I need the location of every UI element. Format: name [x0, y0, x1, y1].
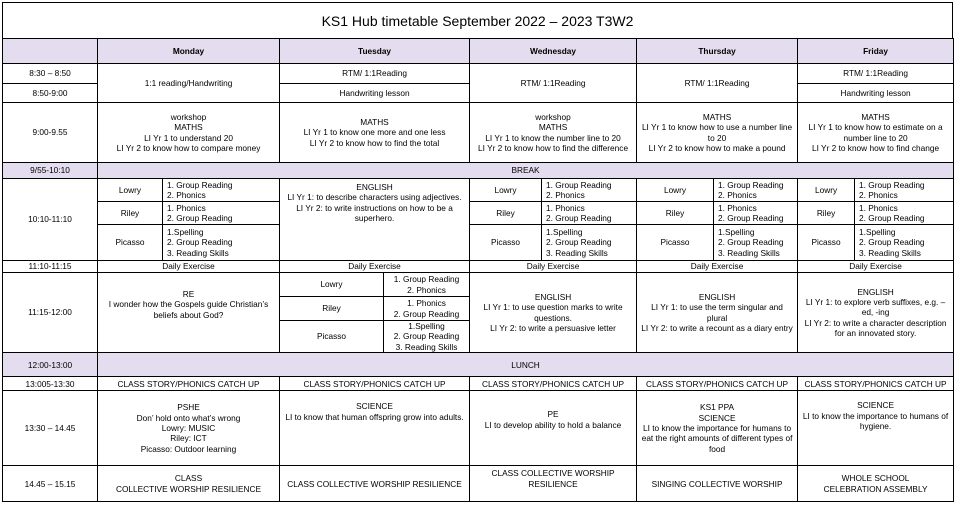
group-name-lowry: Lowry: [280, 273, 384, 297]
time-slot: 11:15-12:00: [3, 273, 98, 353]
lunch-bar: LUNCH: [98, 353, 954, 377]
header-row: [3, 39, 954, 64]
thursday-rtm: RTM/ 1:1Reading: [637, 64, 798, 103]
monday-catch-up: CLASS STORY/PHONICS CATCH UP: [98, 377, 280, 391]
thursday-catch-up: CLASS STORY/PHONICS CATCH UP: [637, 377, 798, 391]
friday-science: SCIENCE LI to know the importance to humans of hygiene.: [798, 391, 954, 466]
group-name-picasso: Picasso: [798, 225, 855, 261]
monday-maths: workshop MATHS LI Yr 1 to understand 20 LI Yr 2 to know how to compare money: [98, 103, 280, 163]
thursday-maths: MATHS LI Yr 1 to know how to use a number line to 20 LI Yr 2 to know how to make a pound: [637, 103, 798, 163]
day-header-friday: Friday: [798, 39, 954, 64]
group-list-lowry: 1. Group Reading 2. Phonics: [163, 179, 280, 202]
tuesday-english: ENGLISH LI Yr 1: to describe characters using adjectives. LI Yr 2: to write instructions on how to be a superhero.: [280, 179, 470, 261]
wednesday-rtm: RTM/ 1:1Reading: [470, 64, 637, 103]
tuesday-catch-up: CLASS STORY/PHONICS CATCH UP: [280, 377, 470, 391]
group-name-picasso: Picasso: [98, 225, 163, 261]
wednesday-catch-up: CLASS STORY/PHONICS CATCH UP: [470, 377, 637, 391]
group-name-riley: Riley: [637, 202, 714, 225]
time-slot: 14.45 – 15.15: [3, 466, 98, 502]
thursday-english: ENGLISH LI Yr 1: to use the term singular and plural LI Yr 2: to write a recount as a diary entry: [637, 273, 798, 353]
break-bar: BREAK: [98, 163, 954, 179]
table-row: [3, 64, 954, 84]
table-row: [3, 225, 954, 261]
monday-pshe: PSHE Don’ hold onto what’s wrong Lowry: MUSIC Riley: ICT Picasso: Outdoor learning: [98, 391, 280, 466]
wednesday-english: ENGLISH LI Yr 1: to use question marks to write questions. LI Yr 2: to write a persuasive letter: [470, 273, 637, 353]
page-title: KS1 Hub timetable September 2022 – 2023 T3W2: [2, 2, 953, 38]
table-row: [3, 202, 954, 225]
friday-worship: WHOLE SCHOOL CELEBRATION ASSEMBLY: [798, 466, 954, 502]
group-list-picasso: 1.Spelling 2. Group Reading 3. Reading Skills: [384, 321, 470, 353]
time-slot: 13:30 – 14.45: [3, 391, 98, 466]
group-list-riley: 1. Phonics 2. Group Reading: [163, 202, 280, 225]
table-row: [3, 103, 954, 163]
time-slot: 8:50-9:00: [3, 84, 98, 103]
group-list-riley: 1. Phonics 2. Group Reading: [714, 202, 798, 225]
group-list-riley: 1. Phonics 2. Group Reading: [855, 202, 954, 225]
timetable: [2, 38, 954, 502]
monday-worship: CLASS COLLECTIVE WORSHIP RESILIENCE: [98, 466, 280, 502]
group-name-riley: Riley: [280, 297, 384, 321]
table-row: [3, 163, 954, 179]
table-row: [3, 391, 954, 466]
table-row: [3, 377, 954, 391]
day-header-wednesday: Wednesday: [470, 39, 637, 64]
table-row: [3, 179, 954, 202]
thursday-worship: SINGING COLLECTIVE WORSHIP: [637, 466, 798, 502]
friday-exercise: Daily Exercise: [798, 261, 954, 273]
time-slot: 12:00-13:00: [3, 353, 98, 377]
time-slot: 9:00-9.55: [3, 103, 98, 163]
group-list-picasso: 1.Spelling 2. Group Reading 3. Reading Skills: [542, 225, 637, 261]
friday-maths: MATHS LI Yr 1 to know how to estimate on a number line to 20 LI Yr 2 to know how to find change: [798, 103, 954, 163]
day-header-monday: Monday: [98, 39, 280, 64]
group-name-picasso: Picasso: [637, 225, 714, 261]
group-name-riley: Riley: [798, 202, 855, 225]
time-slot: 9/55-10:10: [3, 163, 98, 179]
group-name-picasso: Picasso: [470, 225, 542, 261]
tuesday-handwriting: Handwriting lesson: [280, 84, 470, 103]
monday-early: 1:1 reading/Handwriting: [98, 64, 280, 103]
header-corner: [3, 39, 98, 64]
table-row: [3, 273, 954, 297]
table-row: [3, 353, 954, 377]
group-list-riley: 1. Phonics 2. Group Reading: [542, 202, 637, 225]
group-list-riley: 1. Phonics 2. Group Reading: [384, 297, 470, 321]
group-list-picasso: 1.Spelling 2. Group Reading 3. Reading Skills: [855, 225, 954, 261]
day-header-thursday: Thursday: [637, 39, 798, 64]
wednesday-pe: PE LI to develop ability to hold a balance: [470, 391, 637, 466]
time-slot: 8:30 – 8:50: [3, 64, 98, 84]
monday-re: RE I wonder how the Gospels guide Christian’s beliefs about God?: [98, 273, 280, 353]
wednesday-worship: CLASS COLLECTIVE WORSHIP RESILIENCE: [470, 466, 637, 502]
tuesday-rtm: RTM/ 1:1Reading: [280, 64, 470, 84]
group-name-riley: Riley: [98, 202, 163, 225]
tuesday-worship: CLASS COLLECTIVE WORSHIP RESILIENCE: [280, 466, 470, 502]
group-name-riley: Riley: [470, 202, 542, 225]
group-name-lowry: Lowry: [637, 179, 714, 202]
wednesday-exercise: Daily Exercise: [470, 261, 637, 273]
tuesday-science: SCIENCE LI to know that human offspring grow into adults.: [280, 391, 470, 466]
group-list-picasso: 1.Spelling 2. Group Reading 3. Reading Skills: [163, 225, 280, 261]
friday-handwriting: Handwriting lesson: [798, 84, 954, 103]
table-row: [3, 466, 954, 502]
time-slot: 11:10-11:15: [3, 261, 98, 273]
friday-catch-up: CLASS STORY/PHONICS CATCH UP: [798, 377, 954, 391]
day-header-tuesday: Tuesday: [280, 39, 470, 64]
group-name-lowry: Lowry: [798, 179, 855, 202]
group-list-picasso: 1.Spelling 2. Group Reading 3. Reading Skills: [714, 225, 798, 261]
wednesday-maths: workshop MATHS LI Yr 1 to know the number line to 20 LI Yr 2 to know how to find the difference: [470, 103, 637, 163]
time-slot: 10:10-11:10: [3, 179, 98, 261]
thursday-exercise: Daily Exercise: [637, 261, 798, 273]
thursday-science: KS1 PPA SCIENCE LI to know the importance for humans to eat the right amounts of different types of food: [637, 391, 798, 466]
group-list-lowry: 1. Group Reading 2. Phonics: [384, 273, 470, 297]
monday-exercise: Daily Exercise: [98, 261, 280, 273]
group-list-lowry: 1. Group Reading 2. Phonics: [714, 179, 798, 202]
friday-rtm: RTM/ 1:1Reading: [798, 64, 954, 84]
group-list-lowry: 1. Group Reading 2. Phonics: [855, 179, 954, 202]
group-list-lowry: 1. Group Reading 2. Phonics: [542, 179, 637, 202]
tuesday-maths: MATHS LI Yr 1 to know one more and one less LI Yr 2 to know how to find the total: [280, 103, 470, 163]
friday-english: ENGLISH LI Yr 1: to explore verb suffixes, e.g. –ed, -ing LI Yr 2: to write a character description for an innovated story.: [798, 273, 954, 353]
table-row: [3, 261, 954, 273]
tuesday-exercise: Daily Exercise: [280, 261, 470, 273]
group-name-picasso: Picasso: [280, 321, 384, 353]
group-name-lowry: Lowry: [98, 179, 163, 202]
time-slot: 13:005-13:30: [3, 377, 98, 391]
timetable-page: [2, 2, 953, 502]
group-name-lowry: Lowry: [470, 179, 542, 202]
